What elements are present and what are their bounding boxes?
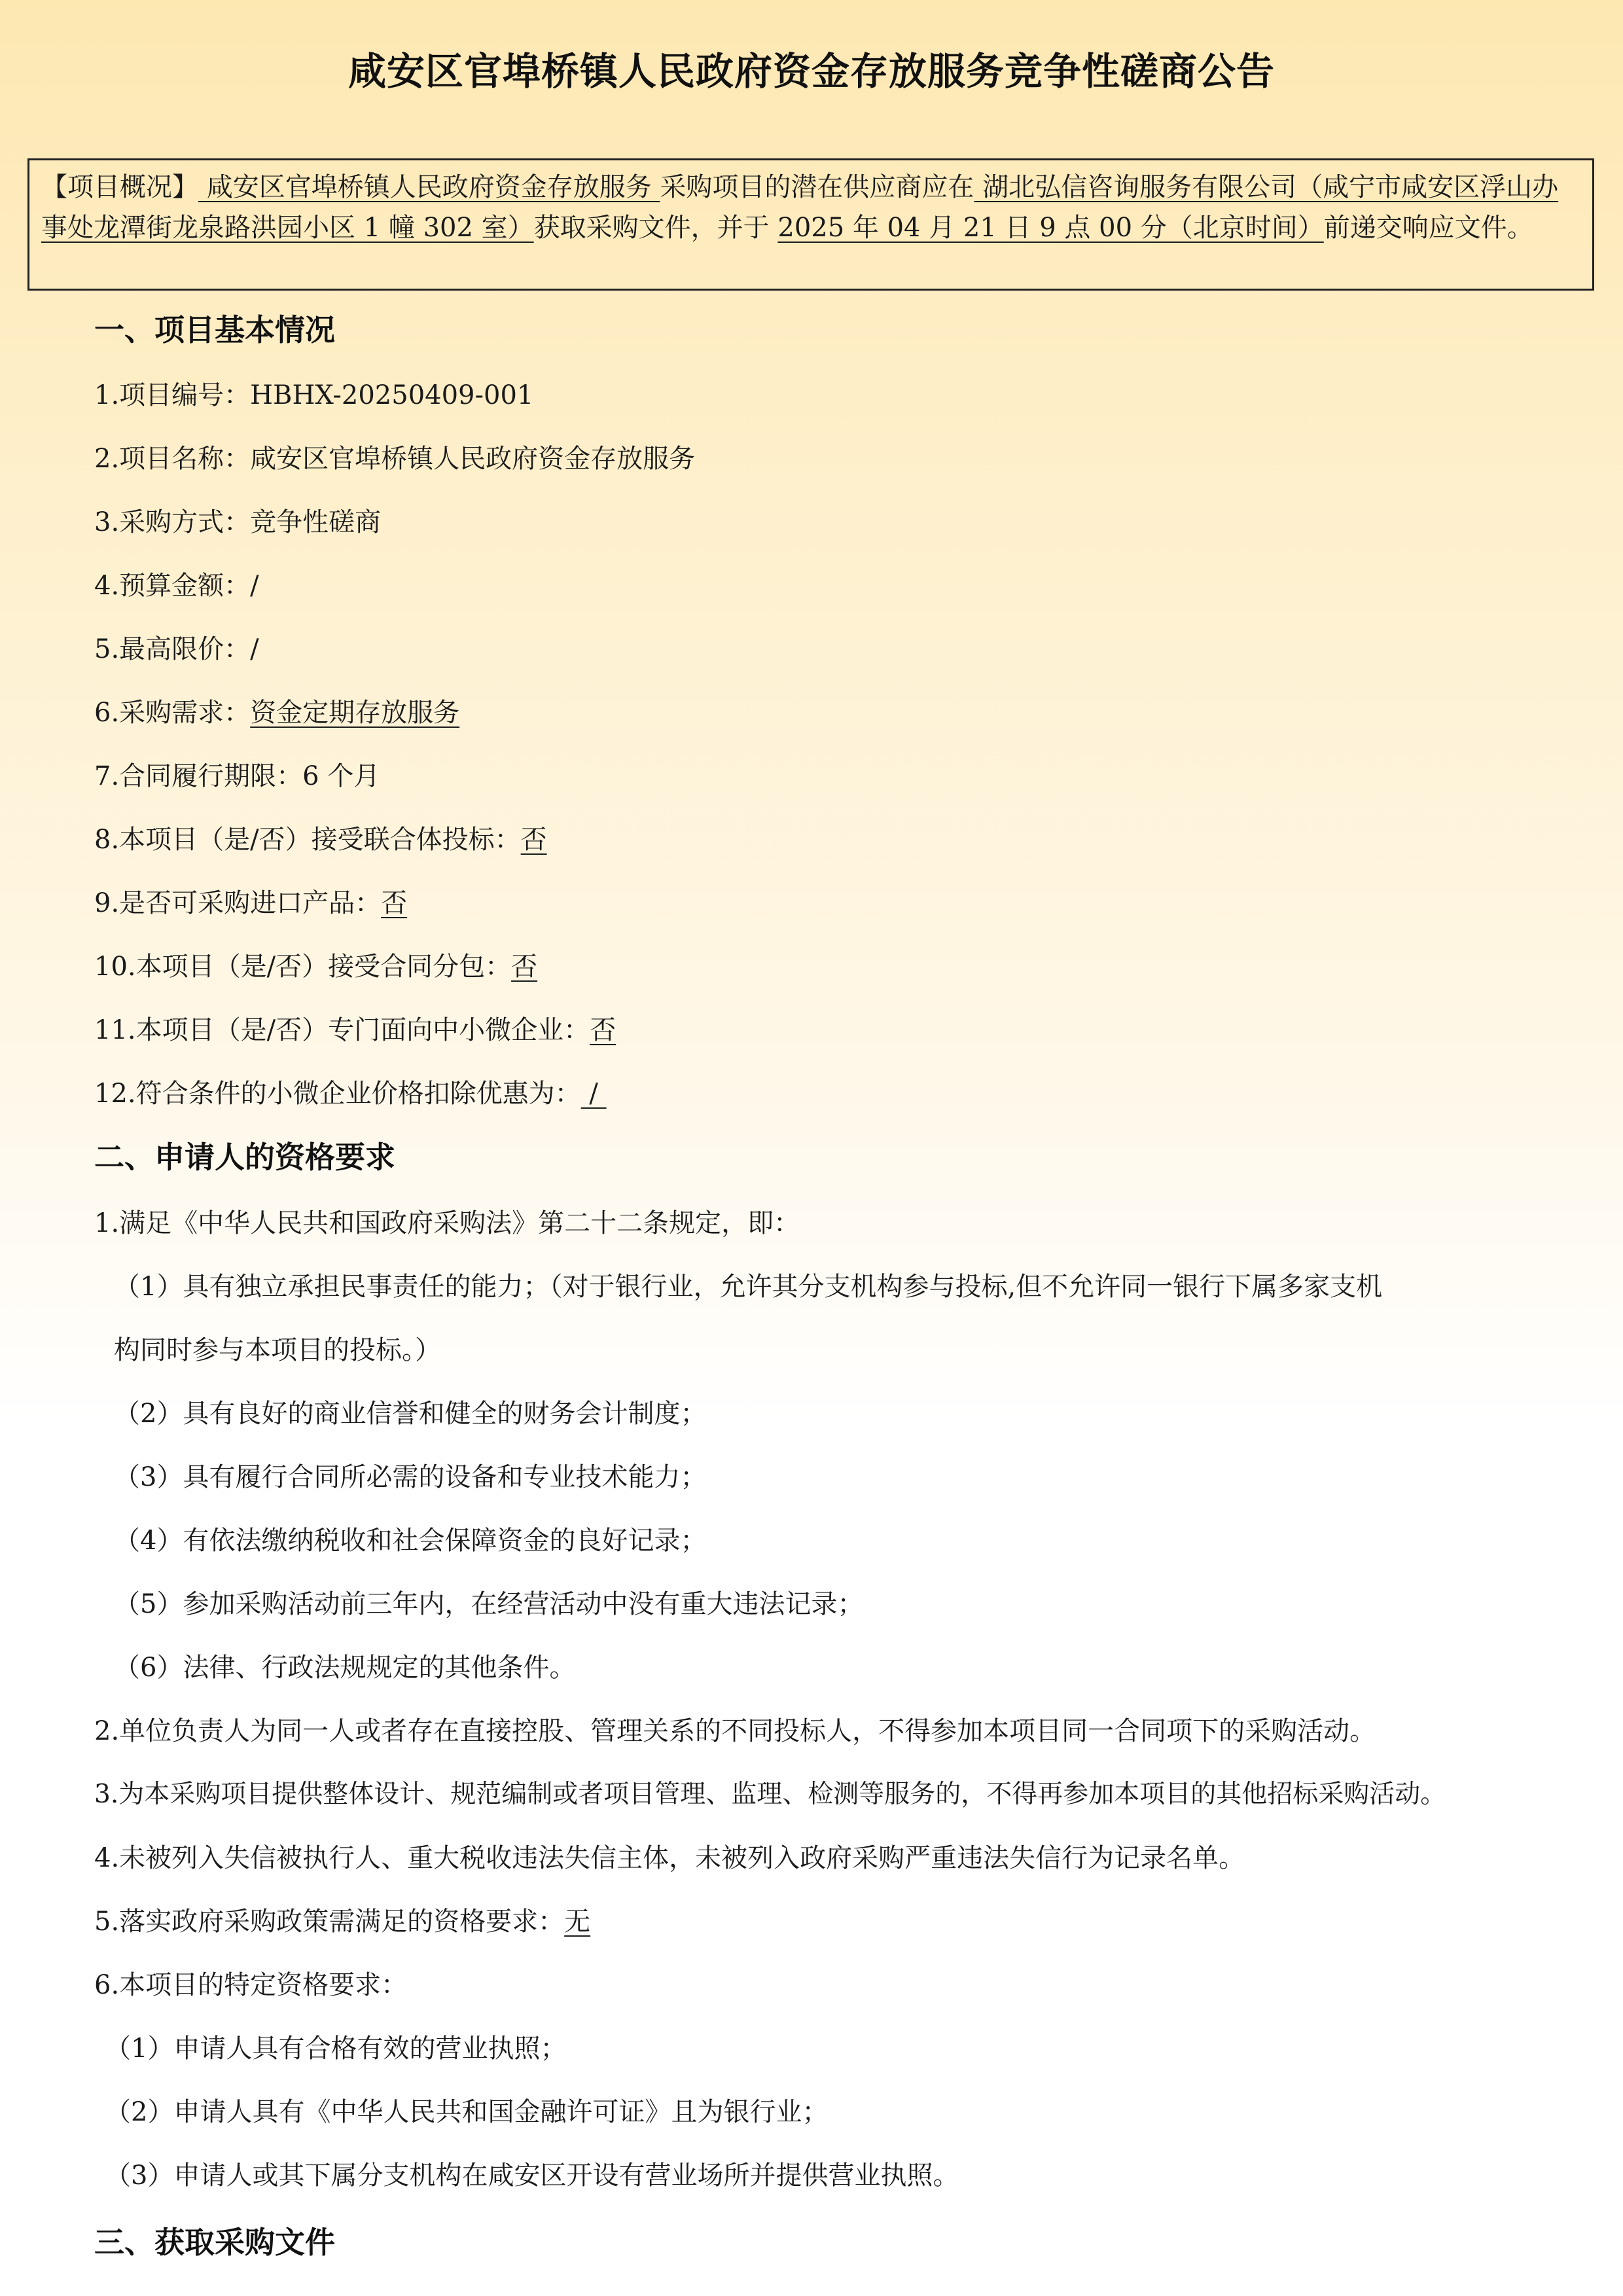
item-procurement-method bbox=[94, 501, 381, 539]
item-value: 无 bbox=[564, 1907, 591, 1937]
project-overview-box bbox=[27, 158, 1594, 291]
item-label: 10.本项目（是/否）接受合同分包： bbox=[94, 952, 512, 982]
item-requirements bbox=[94, 692, 459, 729]
qual-item-1: 1.满足《中华人民共和国政府采购法》第二十二条规定，即： bbox=[94, 1208, 800, 1238]
overview-deadline: 2025 年 04 月 21 日 9 点 00 分（北京时间） bbox=[777, 213, 1324, 243]
item-value: 咸安区官埠桥镇人民政府资金存放服务 bbox=[250, 444, 696, 474]
item-value: 6 个月 bbox=[302, 761, 380, 791]
qual-sub-6: （6）法律、行政法规规定的其他条件。 bbox=[114, 1653, 576, 1683]
item-label: 6.采购需求： bbox=[94, 698, 251, 728]
overview-project-name: 咸安区官埠桥镇人民政府资金存放服务 bbox=[198, 172, 660, 202]
qual-spec-3: （3）申请人或其下属分支机构在咸安区开设有营业场所并提供营业执照。 bbox=[105, 2161, 959, 2191]
item-sme bbox=[94, 1009, 616, 1047]
item-value: 资金定期存放服务 bbox=[250, 698, 460, 728]
item-value: / bbox=[250, 634, 259, 664]
item-value: 竞争性磋商 bbox=[250, 507, 382, 537]
section-heading-basic-info: 一、项目基本情况 bbox=[94, 312, 335, 348]
qual-sub-2: （2）具有良好的商业信誉和健全的财务会计制度； bbox=[114, 1399, 707, 1429]
qual-item-6: 6.本项目的特定资格要求： bbox=[94, 1970, 408, 2000]
item-subcontract bbox=[94, 946, 537, 983]
item-value: 否 bbox=[590, 1015, 616, 1045]
item-label: 9.是否可采购进口产品： bbox=[94, 888, 382, 918]
item-value: HBHX-20250409-001 bbox=[250, 380, 534, 410]
item-imports bbox=[94, 882, 407, 920]
qual-sub-1b: 构同时参与本项目的投标。） bbox=[114, 1335, 441, 1365]
item-project-number bbox=[94, 374, 533, 412]
overview-text-1: 采购项目的潜在供应商应在 bbox=[660, 172, 974, 202]
item-label: 12.符合条件的小微企业价格扣除优惠为： bbox=[94, 1079, 581, 1109]
qual-sub-3: （3）具有履行合同所必需的设备和专业技术能力； bbox=[114, 1462, 707, 1492]
page-title: 咸安区官埠桥镇人民政府资金存放服务竞争性磋商公告 bbox=[348, 49, 1275, 94]
overview-text-3: 前递交响应文件。 bbox=[1323, 213, 1533, 243]
item-consortium bbox=[94, 819, 547, 856]
item-label: 3.采购方式： bbox=[94, 507, 251, 537]
qual-spec-1: （1）申请人具有合格有效的营业执照； bbox=[105, 2034, 567, 2064]
qual-item-2: 2.单位负责人为同一人或者存在直接控股、管理关系的不同投标人，不得参加本项目同一合同项下的采购活动。 bbox=[94, 1716, 1376, 1746]
item-label: 2.项目名称： bbox=[94, 444, 251, 474]
item-label: 5.落实政府采购政策需满足的资格要求： bbox=[94, 1907, 565, 1937]
qual-item-5 bbox=[94, 1901, 590, 1938]
item-contract-period bbox=[94, 755, 380, 793]
item-price-cap bbox=[94, 628, 259, 666]
item-label: 8.本项目（是/否）接受联合体投标： bbox=[94, 825, 521, 855]
qual-sub-4: （4）有依法缴纳税收和社会保障资金的良好记录； bbox=[114, 1526, 707, 1556]
item-label: 1.项目编号： bbox=[94, 380, 251, 410]
overview-label: 【项目概况】 bbox=[41, 172, 198, 202]
item-value: 否 bbox=[520, 825, 547, 855]
item-label: 4.预算金额： bbox=[94, 571, 251, 601]
item-project-name bbox=[94, 438, 695, 475]
item-value: / bbox=[580, 1079, 607, 1109]
section-heading-obtain-documents: 三、获取采购文件 bbox=[94, 2225, 335, 2260]
overview-company: 湖北弘信咨询服务有限公司（咸宁市咸安区浮山办事处龙潭街龙泉路洪园小区 1 幢 302 室） bbox=[41, 172, 1559, 243]
item-label: 7.合同履行期限： bbox=[94, 761, 303, 791]
item-budget bbox=[94, 565, 259, 602]
section-heading-qualifications: 二、申请人的资格要求 bbox=[94, 1139, 395, 1175]
qual-item-3: 3.为本采购项目提供整体设计、规范编制或者项目管理、监理、检测等服务的，不得再参加本项目的其他招标采购活动。 bbox=[94, 1780, 1446, 1809]
item-label: 5.最高限价： bbox=[94, 634, 251, 664]
qual-item-4: 4.未被列入失信被执行人、重大税收违法失信主体，未被列入政府采购严重违法失信行为记录名单。 bbox=[94, 1843, 1245, 1873]
item-value: 否 bbox=[381, 888, 408, 918]
item-label: 11.本项目（是/否）专门面向中小微企业： bbox=[94, 1015, 590, 1045]
qual-spec-2: （2）申请人具有《中华人民共和国金融许可证》且为银行业； bbox=[105, 2097, 829, 2127]
overview-text-2: 获取采购文件，并于 bbox=[533, 213, 778, 243]
item-sme-discount bbox=[94, 1073, 607, 1110]
qual-sub-5: （5）参加采购活动前三年内，在经营活动中没有重大违法记录； bbox=[114, 1589, 864, 1619]
item-value: 否 bbox=[511, 952, 538, 982]
qual-sub-1a: （1）具有独立承担民事责任的能力；（对于银行业，允许其分支机构参与投标,但不允许同一银行下属多家支机 bbox=[114, 1272, 1383, 1302]
item-value: / bbox=[250, 571, 259, 601]
